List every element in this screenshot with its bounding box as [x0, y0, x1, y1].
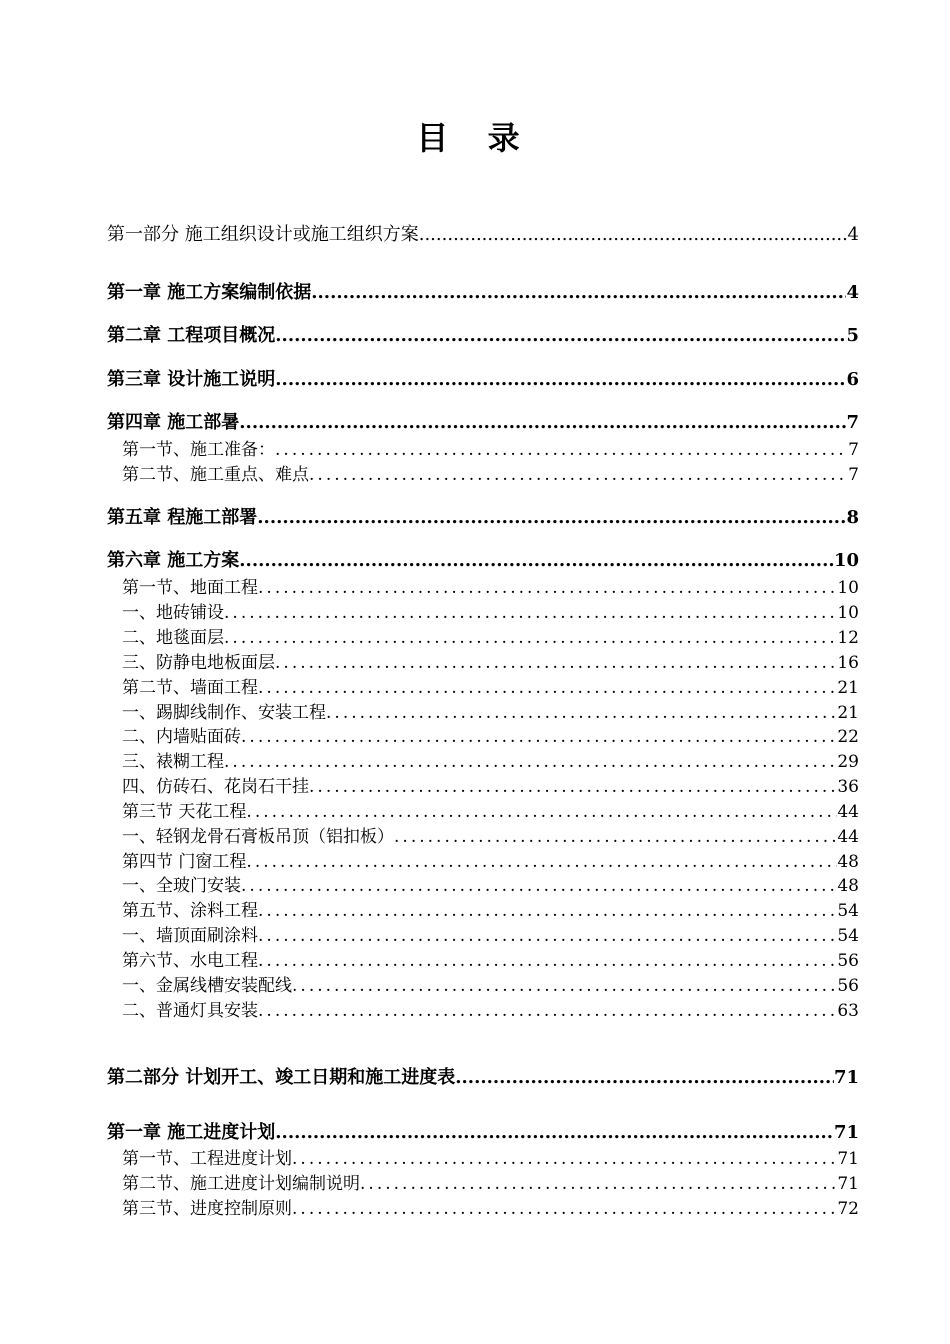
dot-leader — [246, 852, 837, 871]
toc-entry[interactable] — [107, 648, 859, 672]
toc-entry-label: 二、普通灯具安装 — [122, 1001, 258, 1020]
dot-leader — [258, 901, 837, 920]
toc-entry-page: 7 — [848, 440, 859, 459]
toc-entry[interactable] — [107, 1118, 859, 1144]
dot-leader — [257, 507, 846, 528]
toc-entry-label: 三、裱糊工程 — [122, 752, 224, 771]
toc-entry-page: 5 — [846, 325, 859, 346]
toc-entry-page: 63 — [837, 1001, 859, 1020]
dot-leader — [224, 603, 837, 622]
toc-entry-page: 21 — [837, 678, 859, 697]
dot-leader — [258, 951, 837, 970]
toc-entry-label: 一、金属线槽安装配线 — [122, 976, 292, 995]
toc-entry-label: 第六章 施工方案 — [107, 550, 240, 571]
dot-leader — [258, 926, 837, 945]
dot-leader — [292, 1149, 837, 1168]
dot-leader — [419, 224, 848, 245]
dot-leader — [326, 703, 837, 722]
toc-entry-label: 第一节、工程进度计划 — [122, 1149, 292, 1168]
toc-entry[interactable] — [107, 1063, 859, 1089]
dot-leader — [258, 1001, 837, 1020]
toc-entry-label: 第二节、施工进度计划编制说明 — [122, 1174, 360, 1193]
dot-leader — [309, 465, 848, 484]
toc-entry[interactable] — [107, 698, 859, 722]
toc-entry-page: 36 — [837, 777, 859, 796]
toc-entry[interactable] — [107, 946, 859, 970]
toc-entry-label: 一、墙顶面刷涂料 — [122, 926, 258, 945]
toc-entry-page: 8 — [846, 507, 859, 528]
toc-entry-label: 第四章 施工部暑 — [107, 412, 240, 433]
toc-entry[interactable] — [107, 435, 859, 459]
toc-entry-page: 54 — [837, 901, 859, 920]
dot-leader — [455, 1067, 834, 1088]
toc-entry-page: 4 — [847, 224, 859, 245]
toc-entry[interactable] — [107, 822, 859, 846]
toc-entry[interactable] — [107, 278, 859, 304]
toc-entry[interactable] — [107, 220, 859, 246]
toc-entry-page: 10 — [833, 550, 859, 571]
toc-entry[interactable] — [107, 871, 859, 895]
toc-entry-label: 第四节 门窗工程 — [122, 852, 247, 871]
dot-leader — [292, 1199, 837, 1218]
page-title: 目 录 — [416, 119, 534, 157]
toc-entry-label: 第二节、施工重点、难点 — [122, 465, 309, 484]
toc-entry[interactable] — [107, 365, 859, 391]
toc-entry-page: 6 — [846, 369, 859, 390]
toc-entry-page: 10 — [837, 603, 859, 622]
toc-entry[interactable] — [107, 747, 859, 771]
dot-leader — [241, 727, 837, 746]
toc-entry-label: 第一节、施工准备： — [122, 440, 275, 459]
toc-entry-page: 48 — [837, 852, 859, 871]
dot-leader — [292, 976, 837, 995]
toc-entry-label: 第一章 施工方案编制依据 — [107, 282, 312, 303]
toc-entry-label: 第一节、地面工程 — [122, 578, 258, 597]
toc-entry-page: 22 — [837, 727, 859, 746]
toc-entry-page: 16 — [837, 653, 859, 672]
dot-leader — [239, 550, 834, 571]
dot-leader — [275, 653, 837, 672]
toc-entry-page: 54 — [837, 926, 859, 945]
toc-entry-page: 71 — [833, 1067, 859, 1088]
dot-leader — [224, 752, 837, 771]
dot-leader — [275, 325, 846, 346]
toc-entry[interactable] — [107, 598, 859, 622]
toc-entry-label: 第三节、进度控制原则 — [122, 1199, 292, 1218]
toc-entry[interactable] — [107, 623, 859, 647]
toc-entry-page: 7 — [846, 412, 859, 433]
toc-entry-label: 四、仿砖石、花岗石干挂 — [122, 777, 309, 796]
dot-leader — [309, 777, 837, 796]
toc-entry-label: 二、地毯面层 — [122, 628, 224, 647]
dot-leader — [246, 802, 837, 821]
toc-entry[interactable] — [107, 896, 859, 920]
toc-entry-page: 10 — [837, 578, 859, 597]
toc-entry[interactable] — [107, 1169, 859, 1193]
toc-entry[interactable] — [107, 460, 859, 484]
toc-entry-page: 4 — [846, 282, 859, 303]
toc-entry-label: 第五章 程施工部署 — [107, 507, 258, 528]
dot-leader — [394, 827, 837, 846]
toc-entry[interactable] — [107, 1194, 859, 1218]
toc-entry-label: 第六节、水电工程 — [122, 951, 258, 970]
toc-entry-page: 7 — [848, 465, 859, 484]
toc-entry-page: 44 — [837, 827, 859, 846]
toc-entry-page: 71 — [837, 1149, 859, 1168]
toc-entry-page: 56 — [837, 951, 859, 970]
toc-entry-page: 71 — [837, 1174, 859, 1193]
toc-entry-label: 第一章 施工进度计划 — [107, 1122, 276, 1143]
dot-leader — [224, 628, 837, 647]
dot-leader — [241, 876, 837, 895]
toc-entry[interactable] — [107, 847, 859, 871]
toc-entry-label: 一、地砖铺设 — [122, 603, 224, 622]
toc-entry-label: 一、踢脚线制作、安装工程 — [122, 703, 326, 722]
toc-entry-page: 12 — [837, 628, 859, 647]
toc-entry-label: 一、轻钢龙骨石膏板吊顶（铝扣板） — [122, 827, 394, 846]
toc-entry-page: 71 — [833, 1122, 859, 1143]
toc-entry[interactable] — [107, 1144, 859, 1168]
toc-entry[interactable] — [107, 673, 859, 697]
dot-leader — [311, 282, 846, 303]
toc-entry-label: 二、内墙贴面砖 — [122, 727, 241, 746]
toc-entry[interactable] — [107, 408, 859, 434]
toc-entry-label: 第三章 设计施工说明 — [107, 369, 276, 390]
toc-entry[interactable] — [107, 797, 859, 821]
toc-entry-label: 一、全玻门安装 — [122, 876, 241, 895]
toc-entry-page: 48 — [837, 876, 859, 895]
toc-entry[interactable] — [107, 546, 859, 572]
dot-leader — [275, 1122, 834, 1143]
toc-entry-page: 56 — [837, 976, 859, 995]
toc-entry[interactable] — [107, 996, 859, 1020]
dot-leader — [360, 1174, 837, 1193]
toc-entry[interactable] — [107, 921, 859, 945]
toc-entry[interactable] — [107, 971, 859, 995]
dot-leader — [258, 578, 837, 597]
toc-entry-label: 第一部分 施工组织设计或施工组织方案 — [107, 224, 419, 245]
toc-entry[interactable] — [107, 503, 859, 529]
toc-entry[interactable] — [107, 573, 859, 597]
toc-entry-label: 第五节、涂料工程 — [122, 901, 258, 920]
toc-entry[interactable] — [107, 321, 859, 347]
dot-leader — [275, 369, 846, 390]
toc-entry-label: 第三节 天花工程 — [122, 802, 247, 821]
dot-leader — [258, 678, 837, 697]
toc-entry-label: 三、防静电地板面层 — [122, 653, 275, 672]
dot-leader — [239, 412, 846, 433]
toc-entry-page: 44 — [837, 802, 859, 821]
toc-entry-label: 第二部分 计划开工、竣工日期和施工进度表 — [107, 1067, 456, 1088]
dot-leader — [275, 440, 848, 459]
toc-entry-page: 72 — [837, 1199, 859, 1218]
toc-entry-page: 29 — [837, 752, 859, 771]
toc-entry[interactable] — [107, 772, 859, 796]
toc-entry[interactable] — [107, 722, 859, 746]
toc-entry-label: 第二章 工程项目概况 — [107, 325, 276, 346]
toc-entry-label: 第二节、墙面工程 — [122, 678, 258, 697]
toc-entry-page: 21 — [837, 703, 859, 722]
